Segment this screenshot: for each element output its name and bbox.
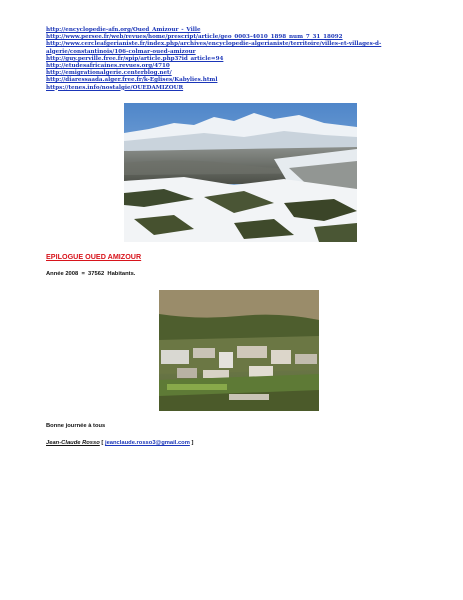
greeting-text: Bonne journée à tous [46,423,106,429]
epilogue-heading: EPILOGUE OUED AMIZOUR [46,252,142,261]
signature-close-bracket: ] [189,440,194,446]
reference-links [46,27,386,92]
signature-line [46,440,193,446]
author-name: Jean-Claude Rosso [46,440,100,446]
link-cercle-algerianiste[interactable]: http://www.cercleafgerianiste.fr/index.php/archives/encyclopedie-algerianiste/territoire/villes-et-villages-d-algerie/constantinois/106-colmar-oued-amizour [46,41,382,55]
oued-amizour-town-aerial-photo [159,290,319,411]
signature-open-bracket: [ [99,440,105,446]
link-etudes-africaines[interactable]: http://etudesafricaines.revues.org/4710 [46,63,170,70]
link-emigration-algerie[interactable]: http://emigrationalgerie.centerblog.net/ [46,70,172,77]
link-encyclopedie-afn[interactable]: http://encyclopedie-afn.org/Oued_Amizour_-_Ville [46,27,201,33]
link-persee[interactable]: http://www.persee.fr/web/revues/home/prescript/article/geo_0003-4010_1898_num_7_31_18092 [46,34,343,41]
link-diaressaada[interactable]: http://diaressaada.alger.free.fr/k-Eglises/Kabylies.html [46,77,218,84]
population-text: Année 2008 = 37562 Habitants. [46,271,136,277]
snowy-mountain-valley-photo [124,103,357,242]
author-email-link[interactable]: jeanclaude.rosso3@gmail.com [104,440,190,446]
link-guy-perville[interactable]: http://guy.perville.free.fr/spip/article.php3?id_article=94 [46,55,224,62]
link-tenes-info[interactable]: https://tenes.info/nostalgie/OUEDAMIZOUR [46,84,184,91]
